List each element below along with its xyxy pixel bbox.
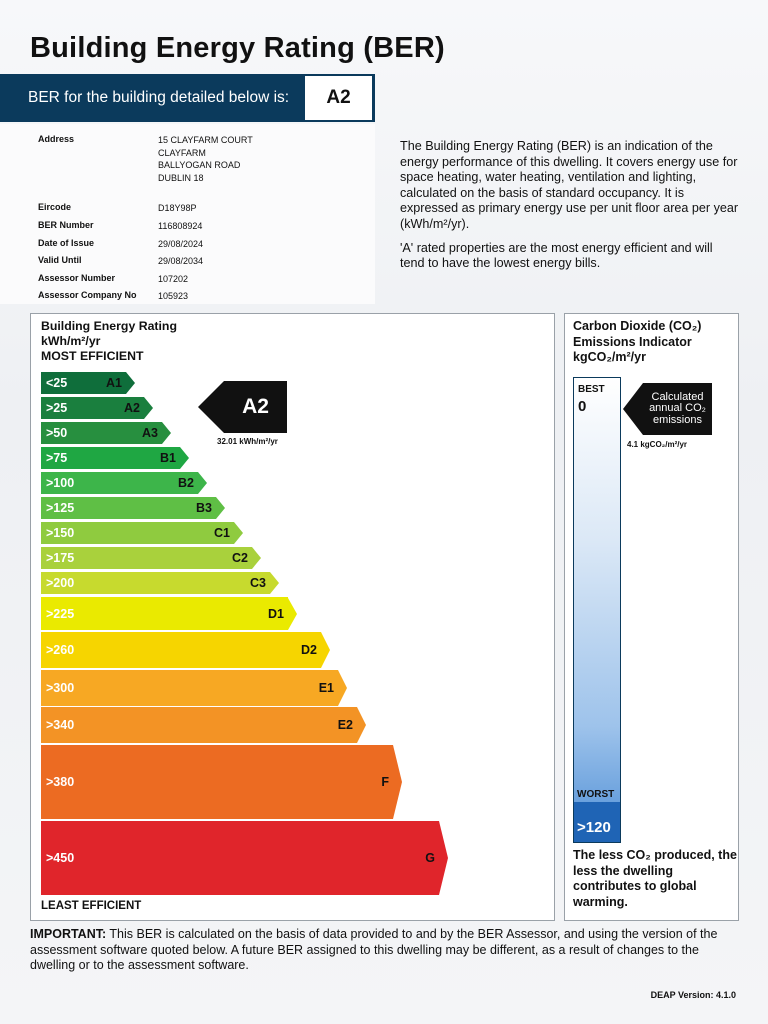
co2-value: 4.1 kgCO₂/m²/yr <box>627 440 688 449</box>
band-code: C2 <box>232 551 248 565</box>
band-arrow-tip <box>162 422 171 444</box>
band-range: >260 <box>46 643 75 657</box>
band-code: G <box>425 851 435 865</box>
band-bar <box>41 547 252 569</box>
band-code: F <box>381 775 389 789</box>
band-range: >175 <box>46 551 75 565</box>
description-paragraph: The Building Energy Rating (BER) is an indication of the energy performance of this dwelling. It covers energy use for space heating, water heating, ventilation and lighting, calculated on the basis of standard occupancy. It is expressed as primary energy use per unit floor area per year (kWh/m²/yr). <box>400 139 739 231</box>
rating-band-c3 <box>41 572 279 594</box>
rating-band-d1 <box>41 597 297 630</box>
band-arrow-tip <box>144 397 153 419</box>
detail-label: Date of Issue <box>38 238 95 248</box>
ber-description <box>400 139 740 272</box>
rating-heading-unit: kWh/m²/yr <box>41 334 101 348</box>
rating-band-c2 <box>41 547 261 569</box>
detail-label: BER Number <box>38 220 94 230</box>
current-rating-value: 32.01 kWh/m²/yr <box>217 437 278 446</box>
rating-band-g <box>41 821 448 895</box>
band-arrow-tip <box>198 472 207 494</box>
co2-marker <box>623 383 712 435</box>
band-code: E1 <box>318 681 334 695</box>
detail-label: Eircode <box>38 202 72 212</box>
band-range: >300 <box>46 681 75 695</box>
band-code: A2 <box>124 401 140 415</box>
detail-value: 29/08/2024 <box>158 239 204 249</box>
detail-value: 29/08/2034 <box>158 256 204 266</box>
co2-worst-block <box>574 802 620 842</box>
detail-label: Assessor Company No <box>38 290 137 300</box>
co2-best-value: 0 <box>578 398 587 415</box>
band-range: >75 <box>46 451 68 465</box>
band-arrow-tip <box>180 447 189 469</box>
rating-heading-title: Building Energy Rating <box>41 319 177 333</box>
detail-label: Address <box>38 134 75 144</box>
current-rating-label: A2 <box>242 395 269 418</box>
band-range: >125 <box>46 501 75 515</box>
co2-worst-value: >120 <box>577 819 611 836</box>
band-arrow-tip <box>234 522 243 544</box>
band-bar <box>41 707 357 743</box>
co2-scale-bar <box>573 377 621 843</box>
band-bar <box>41 397 144 419</box>
band-arrow-tip <box>321 632 330 668</box>
co2-heading-title: Carbon Dioxide (CO₂) <box>573 319 702 333</box>
band-bar <box>41 632 321 668</box>
band-code: B2 <box>178 476 194 490</box>
co2-worst-label: WORST <box>577 789 615 800</box>
page-title: Building Energy Rating (BER) <box>30 32 445 64</box>
band-bar <box>41 372 126 394</box>
energy-rating-panel <box>30 313 555 921</box>
detail-value: D18Y98P <box>158 203 197 213</box>
co2-panel-heading <box>573 319 701 366</box>
band-bar <box>41 522 234 544</box>
band-arrow-tip <box>270 572 279 594</box>
important-notice <box>30 927 730 974</box>
band-arrow-tip <box>439 821 448 895</box>
rating-band-d2 <box>41 632 330 668</box>
important-text: This BER is calculated on the basis of data provided to and by the BER Assessor, and using the version of the assessment software quoted below. A future BER assigned to this dwelling may be different, as a result of changes to the dwelling or to the assessment software. <box>30 927 718 973</box>
co2-panel <box>564 313 739 921</box>
band-range: >50 <box>46 426 68 440</box>
band-arrow-tip <box>252 547 261 569</box>
rating-band-a1 <box>41 372 135 394</box>
rating-band-a3 <box>41 422 171 444</box>
detail-value: 15 CLAYFARM COURT CLAYFARM BALLYOGAN ROAD DUBLIN 18 <box>158 135 253 183</box>
detail-value: 107202 <box>158 274 189 284</box>
band-bar <box>41 447 180 469</box>
band-code: D2 <box>301 643 317 657</box>
band-arrow-tip <box>126 372 135 394</box>
band-range: >25 <box>46 401 68 415</box>
rating-band-e1 <box>41 670 347 706</box>
band-code: B1 <box>160 451 176 465</box>
rating-band-c1 <box>41 522 243 544</box>
important-label: IMPORTANT: <box>30 927 107 941</box>
band-range: >225 <box>46 606 75 621</box>
co2-footer: The less CO₂ produced, the less the dwelling contributes to global warming. <box>573 848 737 909</box>
detail-value: 105923 <box>158 291 189 301</box>
least-efficient-label: LEAST EFFICIENT <box>41 900 142 912</box>
rating-band-b3 <box>41 497 225 519</box>
band-arrow-tip <box>216 497 225 519</box>
band-range: <25 <box>46 376 68 390</box>
band-code: C3 <box>250 576 266 590</box>
detail-value: 116808924 <box>158 221 203 231</box>
rating-band-b2 <box>41 472 207 494</box>
band-arrow-tip <box>338 670 347 706</box>
most-efficient-label: MOST EFFICIENT <box>41 349 144 363</box>
band-bar <box>41 472 198 494</box>
co2-best-label: BEST <box>578 384 605 395</box>
band-code: E2 <box>337 718 353 732</box>
description-paragraph: 'A' rated properties are the most energy efficient and will tend to have the lowest energy bills. <box>400 240 713 271</box>
rating-panel-heading <box>41 319 177 364</box>
band-bar <box>41 422 162 444</box>
detail-label: Assessor Number <box>38 273 116 283</box>
building-details <box>0 124 375 304</box>
band-arrow-tip <box>393 745 402 819</box>
co2-heading-unit: kgCO₂/m²/yr <box>573 350 646 364</box>
band-range: >380 <box>46 775 75 789</box>
band-bar <box>41 572 270 594</box>
band-range: >150 <box>46 526 75 540</box>
rating-band-f <box>41 745 402 819</box>
band-bar <box>41 497 216 519</box>
deap-version: DEAP Version: 4.1.0 <box>650 990 736 1000</box>
band-range: >100 <box>46 476 75 490</box>
detail-label: Valid Until <box>38 255 82 265</box>
current-rating-marker <box>198 381 287 433</box>
band-bar <box>41 670 338 706</box>
band-code: C1 <box>214 526 230 540</box>
band-range: >450 <box>46 851 75 865</box>
band-arrow-tip <box>357 707 366 743</box>
band-code: D1 <box>268 606 284 621</box>
band-range: >340 <box>46 718 75 732</box>
ber-banner-label: BER for the building detailed below is: <box>28 89 290 106</box>
rating-band-a2 <box>41 397 153 419</box>
band-code: A3 <box>142 426 158 440</box>
band-bar <box>41 597 288 630</box>
band-bar <box>41 745 393 819</box>
ber-rating-box: A2 <box>303 74 374 122</box>
band-arrow-tip <box>288 598 297 630</box>
band-code: B3 <box>196 501 212 515</box>
co2-marker-text: Calculated annual CO₂ emissions <box>649 390 706 426</box>
band-bar <box>41 821 439 895</box>
rating-band-e2 <box>41 707 366 743</box>
co2-heading-subtitle: Emissions Indicator <box>573 334 692 349</box>
band-range: >200 <box>46 576 75 590</box>
band-code: A1 <box>106 376 122 390</box>
rating-band-b1 <box>41 447 189 469</box>
